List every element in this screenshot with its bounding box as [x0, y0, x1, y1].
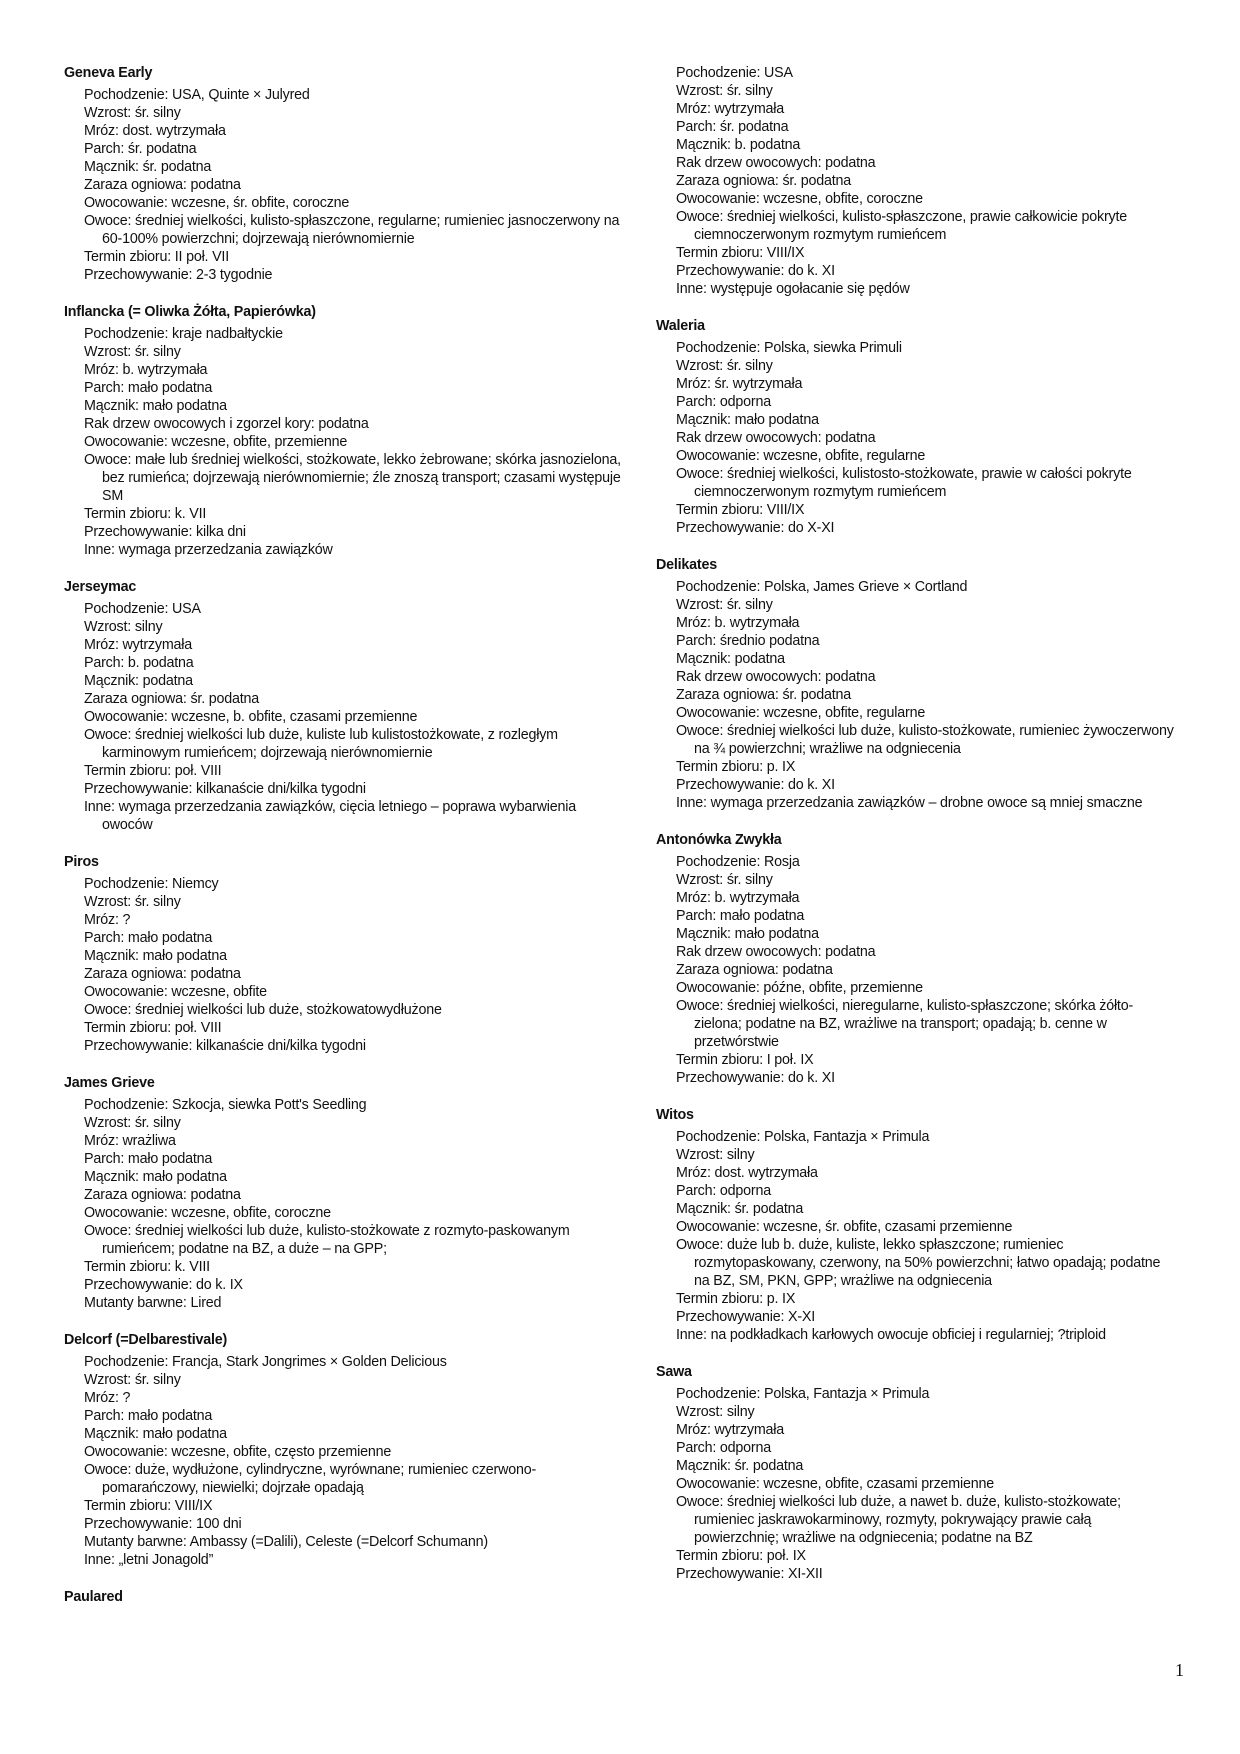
variety-section-piros [64, 853, 624, 1055]
variety-attribute-line: Pochodzenie: Polska, Fantazja × Primula [676, 1129, 930, 1145]
variety-attribute-line: Rak drzew owocowych: podatna [676, 669, 876, 685]
variety-title: Witos [656, 1107, 694, 1123]
variety-attribute-line: Przechowywanie: do k. XI [676, 263, 835, 279]
variety-attribute-line: Mróz: wytrzymała [84, 637, 193, 653]
left-column [64, 64, 624, 1625]
variety-attribute-line: Pochodzenie: Szkocja, siewka Pott's Seedling [84, 1097, 367, 1113]
variety-attribute-line: Mącznik: mało podatna [84, 1169, 227, 1185]
variety-attribute-line: Mutanty barwne: Lired [84, 1295, 222, 1311]
variety-attribute-line: Wzrost: śr. silny [84, 344, 181, 360]
variety-title: Antonówka Zwykła [656, 832, 782, 848]
variety-attribute-line: Inne: wymaga przerzedzania zawiązków [84, 542, 333, 558]
variety-attribute-line: Owocowanie: wczesne, obfite, coroczne [676, 191, 923, 207]
variety-attribute-line: Rak drzew owocowych i zgorzel kory: podatna [84, 416, 369, 432]
variety-attribute-line: Parch: mało podatna [84, 930, 213, 946]
variety-attribute-line: Wzrost: śr. silny [84, 1372, 181, 1388]
variety-attribute-line: Termin zbioru: I poł. IX [676, 1052, 814, 1068]
variety-attribute-line: Owoce: średniej wielkości lub duże, kuliste lub kulistostożkowate, z rozległym karminowym rumieńcem; dojrzewają nierównomiernie [84, 727, 558, 761]
variety-attribute-line: Rak drzew owocowych: podatna [676, 155, 876, 171]
variety-attribute-line: Pochodzenie: USA [84, 601, 201, 617]
variety-section-inflancka-oliwka-zo-ta-papierowka [64, 303, 624, 559]
variety-section-jerseymac [64, 578, 624, 834]
variety-attribute-line: Termin zbioru: k. VIII [84, 1259, 210, 1275]
variety-attribute-line: Pochodzenie: Polska, James Grieve × Cortland [676, 579, 968, 595]
variety-attribute-line: Parch: b. podatna [84, 655, 194, 671]
variety-attribute-line: Owocowanie: wczesne, obfite [84, 984, 267, 1000]
variety-attribute-line: Mącznik: podatna [84, 673, 193, 689]
variety-attribute-line: Wzrost: śr. silny [84, 1115, 181, 1131]
variety-attribute-line: Inne: „letni Jonagold” [84, 1552, 214, 1568]
variety-attribute-line: Owoce: średniej wielkości lub duże, a nawet b. duże, kulisto-stożkowate; rumieniec jaskrawokarminowy, rozmyty, pokrywający prawie całą powierzchnię; wrażliwe na odgniecenia; podatne na BZ [676, 1494, 1121, 1546]
page-number: 1 [1175, 1660, 1184, 1680]
variety-attribute-line: Mróz: b. wytrzymała [84, 362, 208, 378]
variety-section-geneva-early [64, 64, 624, 284]
variety-title: Jerseymac [64, 579, 137, 595]
variety-attribute-line: Owocowanie: wczesne, śr. obfite, coroczne [84, 195, 350, 211]
variety-attribute-line: Pochodzenie: Niemcy [84, 876, 219, 892]
variety-attribute-line: Owocowanie: wczesne, śr. obfite, czasami przemienne [676, 1219, 1013, 1235]
variety-attribute-line: Zaraza ogniowa: podatna [84, 1187, 241, 1203]
variety-attribute-line: Mącznik: mało podatna [676, 926, 819, 942]
variety-attribute-line: Parch: odporna [676, 1183, 771, 1199]
variety-attribute-line: Owoce: średniej wielkości lub duże, kulisto-stożkowate z rozmyto-paskowanym rumieńcem; podatne na BZ, a duże – na GPP; [84, 1223, 570, 1257]
variety-title: Inflancka (= Oliwka Żółta, Papierówka) [64, 304, 316, 320]
variety-attribute-line: Rak drzew owocowych: podatna [676, 944, 876, 960]
variety-attribute-line: Zaraza ogniowa: podatna [84, 177, 241, 193]
variety-attribute-line: Mróz: ? [84, 1390, 131, 1406]
variety-attribute-line: Pochodzenie: Rosja [676, 854, 800, 870]
variety-attribute-line: Owocowanie: wczesne, obfite, przemienne [84, 434, 348, 450]
variety-section-sawa [656, 1363, 1176, 1583]
variety-attribute-line: Mącznik: śr. podatna [84, 159, 212, 175]
variety-attribute-line: Mącznik: mało podatna [676, 412, 819, 428]
variety-attribute-line: Parch: odporna [676, 1440, 771, 1456]
variety-attribute-line: Zaraza ogniowa: śr. podatna [676, 687, 852, 703]
variety-section-antonowka-zwyk-a [656, 831, 1176, 1087]
variety-section-waleria [656, 317, 1176, 537]
variety-title: James Grieve [64, 1075, 155, 1091]
variety-section-continued [656, 64, 1176, 298]
variety-attribute-line: Parch: średnio podatna [676, 633, 820, 649]
variety-attribute-line: Przechowywanie: kilka dni [84, 524, 246, 540]
variety-attribute-line: Owocowanie: wczesne, obfite, coroczne [84, 1205, 331, 1221]
variety-attribute-line: Inne: na podkładkach karłowych owocuje obficiej i regularniej; ?triploid [676, 1327, 1106, 1343]
variety-attribute-line: Owoce: duże lub b. duże, kuliste, lekko spłaszczone; rumieniec rozmytopaskowany, czerwony, na 50% powierzchni; łatwo opadają; podatne na BZ, SM, PKN, GPP; wrażliwe na odgniecenia [676, 1237, 1161, 1289]
variety-attribute-line: Przechowywanie: kilkanaście dni/kilka tygodni [84, 1038, 366, 1054]
variety-attribute-line: Wzrost: silny [676, 1404, 755, 1420]
variety-title: Geneva Early [64, 65, 153, 81]
variety-title: Piros [64, 854, 99, 870]
variety-attribute-line: Pochodzenie: kraje nadbałtyckie [84, 326, 283, 342]
variety-attribute-line: Owoce: średniej wielkości, kulisto-spłaszczone, prawie całkowicie pokryte ciemnoczerwonym rozmytym rumieńcem [676, 209, 1128, 243]
variety-attribute-line: Termin zbioru: VIII/IX [676, 502, 805, 518]
variety-title: Paulared [64, 1589, 123, 1605]
variety-attribute-line: Inne: wymaga przerzedzania zawiązków – drobne owoce są mniej smaczne [676, 795, 1143, 811]
variety-attribute-line: Owoce: średniej wielkości, nieregularne, kulisto-spłaszczone; skórka żółto-zielona; podatne na BZ, wrażliwe na transport; opadają; b. cenne w przetwórstwie [676, 998, 1133, 1050]
variety-title: Delcorf (=Delbarestivale) [64, 1332, 228, 1348]
variety-attribute-line: Pochodzenie: Polska, siewka Primuli [676, 340, 902, 356]
variety-title: Delikates [656, 557, 717, 573]
variety-section-delcorf-delbarestivale [64, 1331, 624, 1569]
variety-attribute-line: Parch: mało podatna [84, 1408, 213, 1424]
variety-attribute-line: Mróz: b. wytrzymała [676, 890, 800, 906]
variety-attribute-line: Owoce: średniej wielkości lub duże, stożkowatowydłużone [84, 1002, 442, 1018]
variety-attribute-line: Inne: występuje ogołacanie się pędów [676, 281, 910, 297]
variety-attribute-line: Mróz: wytrzymała [676, 101, 785, 117]
variety-attribute-line: Mącznik: mało podatna [84, 398, 227, 414]
variety-attribute-line: Wzrost: śr. silny [84, 105, 181, 121]
variety-attribute-line: Zaraza ogniowa: śr. podatna [84, 691, 260, 707]
variety-attribute-line: Zaraza ogniowa: podatna [676, 962, 833, 978]
variety-section-delikates [656, 556, 1176, 812]
variety-attribute-line: Wzrost: śr. silny [676, 872, 773, 888]
variety-attribute-line: Rak drzew owocowych: podatna [676, 430, 876, 446]
variety-attribute-line: Przechowywanie: do k. IX [84, 1277, 243, 1293]
variety-attribute-line: Przechowywanie: X-XI [676, 1309, 816, 1325]
variety-attribute-line: Inne: wymaga przerzedzania zawiązków, cięcia letniego – poprawa wybarwienia owoców [84, 799, 577, 833]
variety-attribute-line: Parch: mało podatna [676, 908, 805, 924]
variety-attribute-line: Przechowywanie: do X-XI [676, 520, 835, 536]
variety-attribute-line: Termin zbioru: k. VII [84, 506, 207, 522]
variety-attribute-line: Pochodzenie: Francja, Stark Jongrimes × Golden Delicious [84, 1354, 447, 1370]
variety-attribute-line: Owocowanie: późne, obfite, przemienne [676, 980, 923, 996]
variety-attribute-line: Mróz: dost. wytrzymała [84, 123, 226, 139]
variety-attribute-line: Wzrost: śr. silny [676, 358, 773, 374]
variety-attribute-line: Termin zbioru: p. IX [676, 1291, 796, 1307]
variety-attribute-line: Parch: mało podatna [84, 380, 213, 396]
variety-attribute-line: Wzrost: śr. silny [676, 83, 773, 99]
variety-attribute-line: Owoce: średniej wielkości lub duże, kulisto-stożkowate, rumieniec żywoczerwony na ¾ powierzchni; wrażliwe na odgniecenia [676, 723, 1174, 757]
variety-attribute-line: Przechowywanie: do k. XI [676, 777, 835, 793]
variety-attribute-line: Mróz: wrażliwa [84, 1133, 176, 1149]
variety-attribute-line: Owoce: średniej wielkości, kulistosto-stożkowate, prawie w całości pokryte ciemnoczerwonym rozmytym rumieńcem [676, 466, 1132, 500]
variety-attribute-line: Mróz: śr. wytrzymała [676, 376, 803, 392]
variety-attribute-line: Parch: mało podatna [84, 1151, 213, 1167]
variety-attribute-line: Pochodzenie: Polska, Fantazja × Primula [676, 1386, 930, 1402]
variety-attribute-line: Mącznik: b. podatna [676, 137, 801, 153]
variety-attribute-line: Mróz: wytrzymała [676, 1422, 785, 1438]
variety-attribute-line: Mróz: b. wytrzymała [676, 615, 800, 631]
variety-attribute-line: Owocowanie: wczesne, b. obfite, czasami przemienne [84, 709, 418, 725]
variety-attribute-line: Owocowanie: wczesne, obfite, często przemienne [84, 1444, 392, 1460]
variety-attribute-line: Owoce: duże, wydłużone, cylindryczne, wyrównane; rumieniec czerwono-pomarańczowy, niewielki; dojrzałe opadają [84, 1462, 537, 1496]
variety-attribute-line: Parch: śr. podatna [84, 141, 197, 157]
variety-attribute-line: Owocowanie: wczesne, obfite, czasami przemienne [676, 1476, 994, 1492]
variety-title: Waleria [656, 318, 705, 334]
variety-attribute-line: Termin zbioru: poł. VIII [84, 1020, 222, 1036]
variety-attribute-line: Owocowanie: wczesne, obfite, regularne [676, 705, 926, 721]
variety-attribute-line: Mącznik: podatna [676, 651, 785, 667]
right-column [656, 64, 1176, 1602]
variety-attribute-line: Mącznik: mało podatna [84, 1426, 227, 1442]
variety-attribute-line: Przechowywanie: 2-3 tygodnie [84, 267, 273, 283]
variety-attribute-line: Wzrost: śr. silny [676, 597, 773, 613]
variety-attribute-line: Termin zbioru: p. IX [676, 759, 796, 775]
variety-attribute-line: Przechowywanie: 100 dni [84, 1516, 242, 1532]
variety-attribute-line: Mróz: dost. wytrzymała [676, 1165, 818, 1181]
variety-section-james-grieve [64, 1074, 624, 1312]
variety-attribute-line: Termin zbioru: poł. IX [676, 1548, 806, 1564]
variety-attribute-line: Pochodzenie: USA [676, 65, 793, 81]
variety-attribute-line: Owoce: średniej wielkości, kulisto-spłaszczone, regularne; rumieniec jasnoczerwony na 60-100% powierzchni; dojrzewają nierównomiernie [84, 213, 620, 247]
variety-attribute-line: Parch: odporna [676, 394, 771, 410]
variety-attribute-line: Parch: śr. podatna [676, 119, 789, 135]
variety-attribute-line: Pochodzenie: USA, Quinte × Julyred [84, 87, 310, 103]
variety-attribute-line: Mróz: ? [84, 912, 131, 928]
variety-section-paulared [64, 1588, 624, 1606]
variety-attribute-line: Mącznik: śr. podatna [676, 1458, 804, 1474]
variety-attribute-line: Mutanty barwne: Ambassy (=Dalili), Celeste (=Delcorf Schumann) [84, 1534, 488, 1550]
variety-attribute-line: Wzrost: silny [84, 619, 163, 635]
variety-attribute-line: Owocowanie: wczesne, obfite, regularne [676, 448, 926, 464]
variety-attribute-line: Wzrost: silny [676, 1147, 755, 1163]
variety-attribute-line: Wzrost: śr. silny [84, 894, 181, 910]
variety-attribute-line: Termin zbioru: VIII/IX [84, 1498, 213, 1514]
variety-attribute-line: Przechowywanie: XI-XII [676, 1566, 823, 1582]
variety-attribute-line: Termin zbioru: VIII/IX [676, 245, 805, 261]
variety-attribute-line: Termin zbioru: II poł. VII [84, 249, 229, 265]
variety-attribute-line: Owoce: małe lub średniej wielkości, stożkowate, lekko żebrowane; skórka jasnozielona, bez rumieńca; dojrzewają nierównomiernie; źle znoszą transport; czasami występuje SM [84, 452, 621, 504]
variety-attribute-line: Mącznik: śr. podatna [676, 1201, 804, 1217]
variety-attribute-line: Zaraza ogniowa: podatna [84, 966, 241, 982]
variety-attribute-line: Mącznik: mało podatna [84, 948, 227, 964]
variety-attribute-line: Termin zbioru: poł. VIII [84, 763, 222, 779]
variety-section-witos [656, 1106, 1176, 1344]
variety-attribute-line: Przechowywanie: do k. XI [676, 1070, 835, 1086]
variety-attribute-line: Zaraza ogniowa: śr. podatna [676, 173, 852, 189]
variety-title: Sawa [656, 1364, 692, 1380]
variety-attribute-line: Przechowywanie: kilkanaście dni/kilka tygodni [84, 781, 366, 797]
